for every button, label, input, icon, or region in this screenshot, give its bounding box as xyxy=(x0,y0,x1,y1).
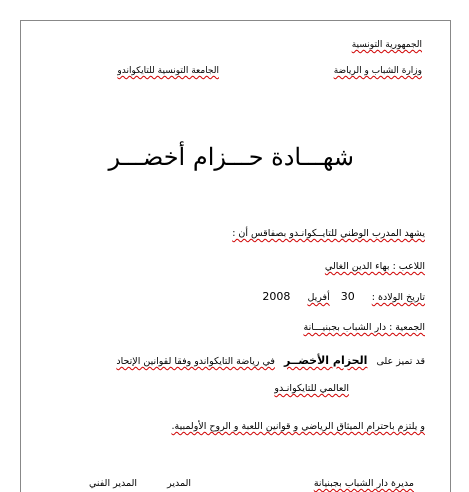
federation-label xyxy=(117,66,219,76)
belt-name: الحزام الأخضــر xyxy=(283,354,368,367)
club-name: الجمعية : دار الشباب بجبنيـــانة xyxy=(303,322,425,333)
player-name: اللاعب : بهاء الدين الغالي xyxy=(324,261,425,272)
federation-text: الجامعة التونسية للتايكواندو xyxy=(117,66,219,76)
body-line-2 xyxy=(325,261,425,272)
republic-label xyxy=(352,40,422,50)
distinction-prefix: قد تميز على xyxy=(376,356,425,367)
certificate-title xyxy=(109,143,354,171)
coach-statement: يشهد المدرب الوطني للتايــكوانـدو بصفاقس أن : xyxy=(232,228,425,239)
body-line-6 xyxy=(274,383,349,394)
birth-day: 30 xyxy=(340,290,355,303)
ministry-label xyxy=(334,66,422,76)
birth-year: 2008 xyxy=(262,290,291,303)
body-line-5 xyxy=(116,354,425,367)
footer-director xyxy=(167,478,191,489)
footer-director-youth xyxy=(314,478,414,489)
body-line-3 xyxy=(262,290,425,303)
footer-technical-director xyxy=(89,478,137,489)
footer-right-text: مديرة دار الشباب بجبنيانة xyxy=(313,478,414,489)
ministry-text: وزارة الشباب و الرياضة xyxy=(333,66,422,76)
republic-text: الجمهورية التونسية xyxy=(351,40,422,50)
commitment-statement: و يلتزم باحترام الميثاق الرياضي و قوانين اللعبة و الروح الأولمبية. xyxy=(171,421,425,432)
world-federation: العالمي للتايكوانـدو xyxy=(274,383,349,394)
body-line-4 xyxy=(303,322,425,333)
body-line-7 xyxy=(171,421,425,432)
footer-left-text: المدير الفني xyxy=(88,478,137,489)
birth-label: تاريخ الولادة : xyxy=(371,292,425,303)
distinction-suffix: في رياضة التايكواندو وفقا لقوانين الإتحاد xyxy=(116,356,275,367)
certificate-title-text: شهـــادة حـــزام أخضـــر xyxy=(108,143,354,171)
birth-month: أفريل xyxy=(307,292,330,303)
footer-middle-text: المدير xyxy=(167,478,191,489)
body-line-1 xyxy=(232,228,425,239)
